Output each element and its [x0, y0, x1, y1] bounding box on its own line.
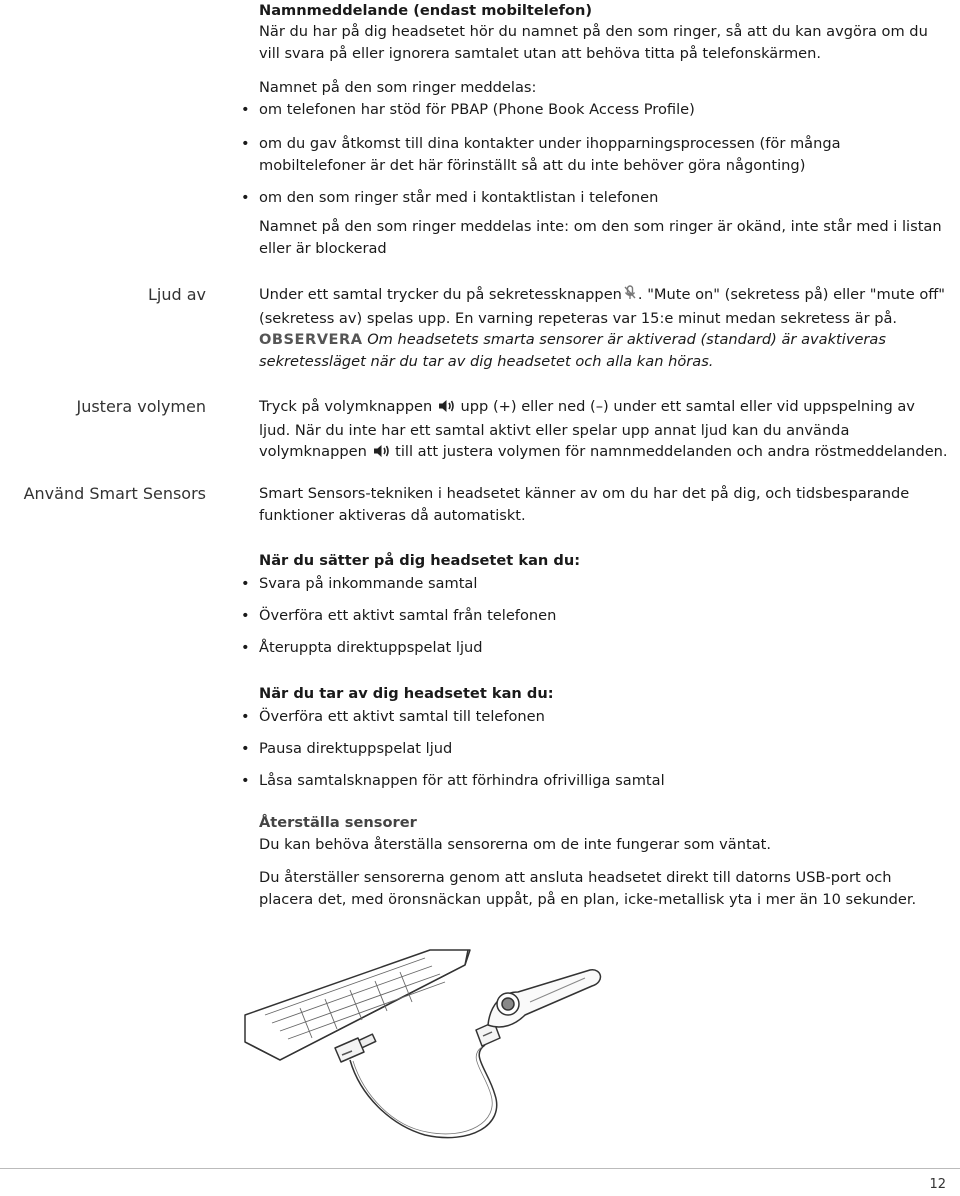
label-smart-sensors: Använd Smart Sensors [23, 484, 206, 503]
list-item: • Överföra ett aktivt samtal från telefonen [241, 605, 949, 627]
list-item: • Svara på inkommande samtal [241, 573, 949, 595]
list-item: • Låsa samtalsknappen för att förhindra ofrivilliga samtal [241, 770, 949, 792]
list-item: • Pausa direktuppspelat ljud [241, 738, 949, 760]
list-item: • om du gav åtkomst till dina kontakter under ihopparningsprocessen (för många mobiltelefoner är det här förinställt så att du inte behöver göra någonting) [241, 133, 949, 176]
list-item: • Överföra ett aktivt samtal till telefonen [241, 706, 949, 728]
mute-text-2: . "Mute on" (sekretess på) eller "mute off" (sekretess av) spelas upp. En varning repeteras var 15:e minut medan sekretess är på. [259, 286, 946, 327]
mute-text-1: Under ett samtal trycker du på sekretessknappen [259, 286, 622, 303]
on-heading: När du sätter på dig headsetet kan du: [259, 552, 581, 569]
footer-divider [0, 1168, 960, 1169]
headset-usb-illustration [240, 930, 620, 1157]
section-title-name-announcement: Namnmeddelande (endast mobiltelefon) [259, 2, 593, 19]
reset-paragraph-2: Du återställer sensorerna genom att ansluta headsetet direkt till datorns USB-port och placera det, med öronsnäckan uppåt, på en plan, icke-metallisk yta i mer än 10 sekunder. [259, 869, 917, 908]
volume-icon [373, 443, 390, 465]
sensors-paragraph: Smart Sensors-tekniken i headsetet känner av om du har det på dig, och tidsbesparande funktioner aktiveras då automatiskt. [259, 485, 910, 524]
label-volume: Justera volymen [76, 397, 206, 416]
list-item: • om telefonen har stöd för PBAP (Phone Book Access Profile) [241, 99, 949, 121]
off-heading: När du tar av dig headsetet kan du: [259, 685, 554, 702]
reset-paragraph-1: Du kan behöva återställa sensorerna om de inte fungerar som väntat. [259, 836, 771, 853]
intro-paragraph: När du har på dig headsetet hör du namnet på den som ringer, så att du kan avgöra om du vill svara på eller ignorera samtalet utan att behöva titta på telefonskärmen. [259, 23, 928, 62]
mic-mute-icon [623, 285, 637, 308]
label-mute: Ljud av [147, 285, 206, 304]
page-number: 12 [929, 1177, 946, 1192]
reset-heading: Återställa sensorer [259, 814, 417, 831]
announced-heading: Namnet på den som ringer meddelas: [259, 79, 537, 96]
volume-text-1: Tryck på volymknappen [259, 398, 433, 415]
volume-text-3: till att justera volymen för namnmeddelanden och andra röstmeddelanden. [395, 443, 948, 460]
list-item: • om den som ringer står med i kontaktlistan i telefonen [241, 187, 949, 209]
list-item: • Återuppta direktuppspelat ljud [241, 637, 949, 659]
volume-icon [438, 398, 455, 420]
mute-note [259, 329, 949, 372]
not-announced-paragraph: Namnet på den som ringer meddelas inte: om den som ringer är okänd, inte står med i listan eller är blockerad [259, 218, 942, 257]
volume-paragraph [259, 396, 949, 465]
note-label: OBSERVERA [259, 331, 363, 348]
note-text: Om headsetets smarta sensorer är aktiverad (standard) är avaktiveras sekretessläget när du tar av dig headsetet och alla kan höras. [259, 331, 886, 370]
mute-paragraph [259, 284, 949, 329]
volume-text-2: upp (+) eller ned (–) under ett samtal eller vid uppspelning av ljud. När du inte har ett samtal aktivt eller spelar upp annat ljud kan du använda volymknappen [259, 398, 915, 460]
